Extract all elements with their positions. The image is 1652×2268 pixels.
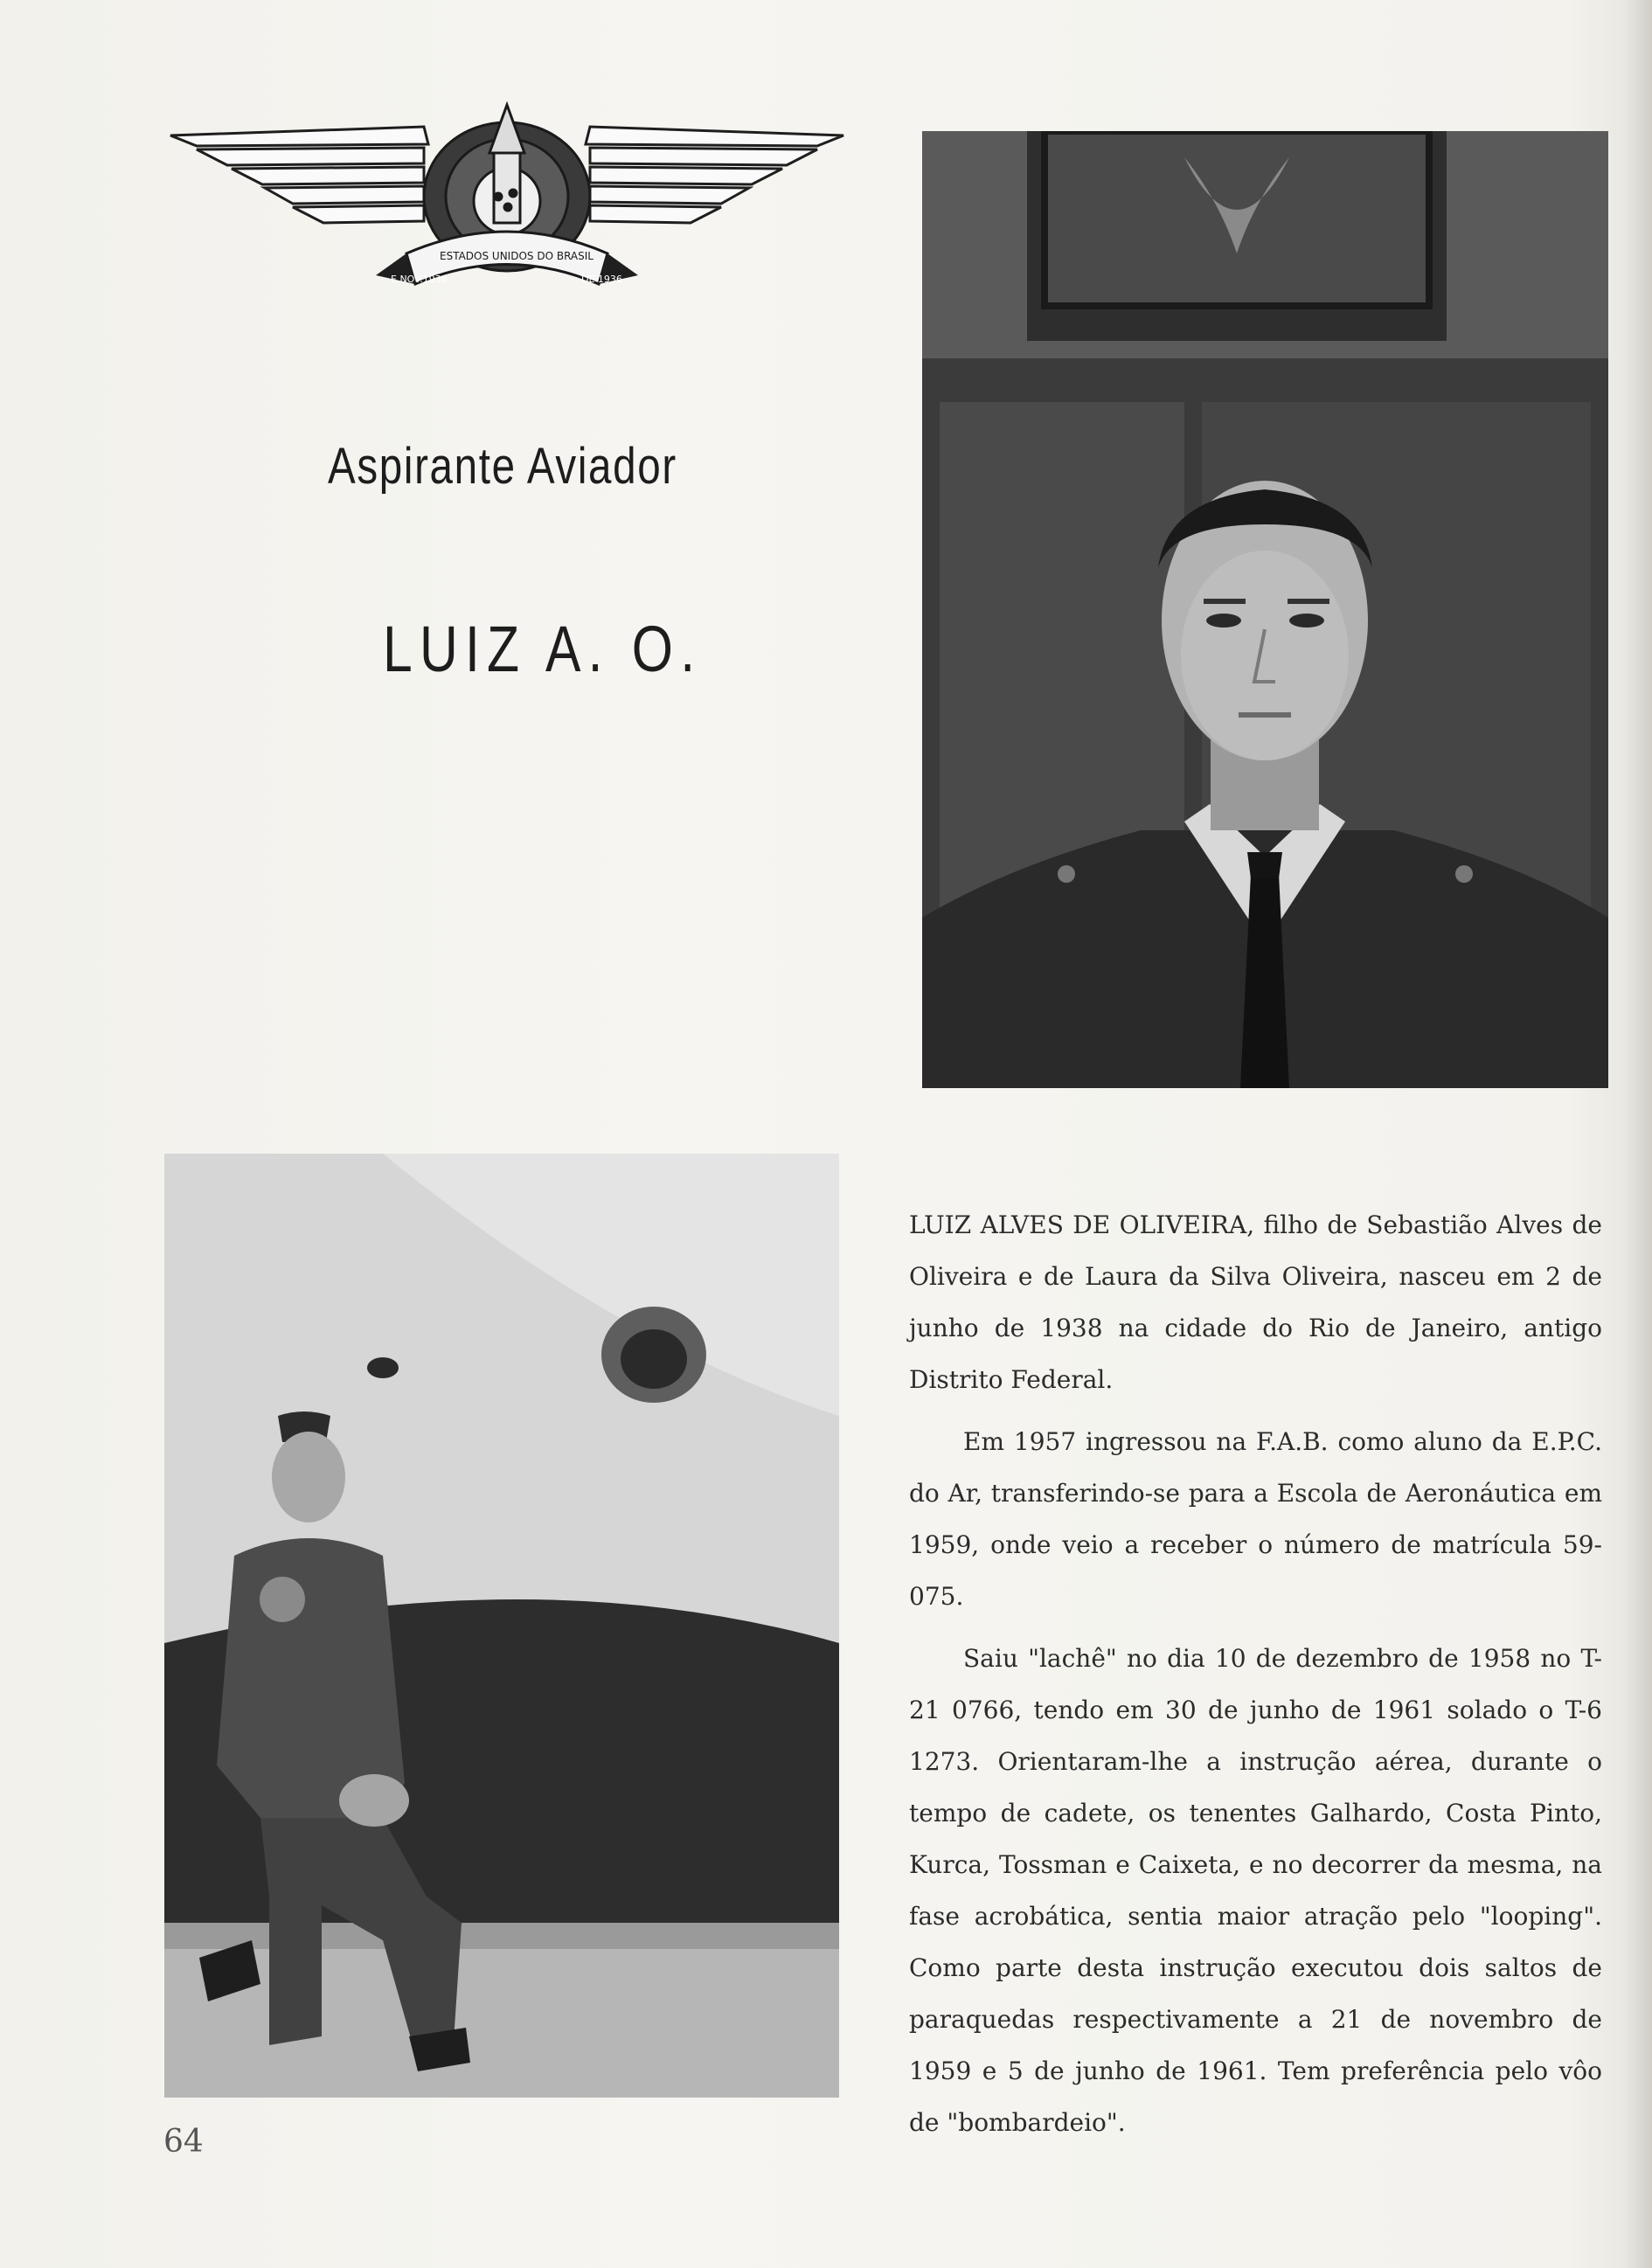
air-force-wings-insignia xyxy=(162,101,852,310)
page-number: 64 xyxy=(163,2124,204,2160)
portrait-photo xyxy=(922,131,1608,1088)
bio-paragraph-2: Em 1957 ingressou na F.A.B. como aluno da E.P.C. do Ar, transferindo-se para a Escola de Aeronáutica em 1959, onde veio a receber o número de matrícula 59-075. xyxy=(909,1427,1602,1611)
page-edge xyxy=(1624,0,1652,2268)
insignia-ribbon-right: DE 1936 xyxy=(581,274,622,285)
rank-title: Aspirante Aviador xyxy=(328,438,677,495)
cadet-airplane-photo xyxy=(164,1154,839,2098)
insignia-ribbon-left: E.NOV.1936 xyxy=(391,274,448,285)
insignia-ribbon-center: ESTADOS UNIDOS DO BRASIL xyxy=(440,250,593,262)
bio-paragraph-3: Saiu "lachê" no dia 10 de dezembro de 1958 no T-21 0766, tendo em 30 de junho de 1961 solado o T-6 1273. Orientaram-lhe a instrução aérea, durante o tempo de cadete, os tenentes Galhardo, Costa Pinto, Kurca, Tossman e Caixeta, e no decorrer da mesma, na fase acrobática, sentia maior atração pelo "looping". Como parte desta instrução executou dois saltos de paraquedas respectivamente a 21 de novembro de 1959 e 5 de junho de 1961. Tem preferência pelo vôo de "bombardeio". xyxy=(909,1644,1602,2137)
bio-paragraph-1: LUIZ ALVES DE OLIVEIRA, filho de Sebastião Alves de Oliveira e de Laura da Silva Oliveira, nasceu em 2 de junho de 1938 na cidade do Rio de Janeiro, antigo Distrito Federal. xyxy=(909,1210,1602,1394)
cadet-name: LUIZ A. O. xyxy=(383,613,703,685)
biography-text xyxy=(909,1199,1602,2159)
